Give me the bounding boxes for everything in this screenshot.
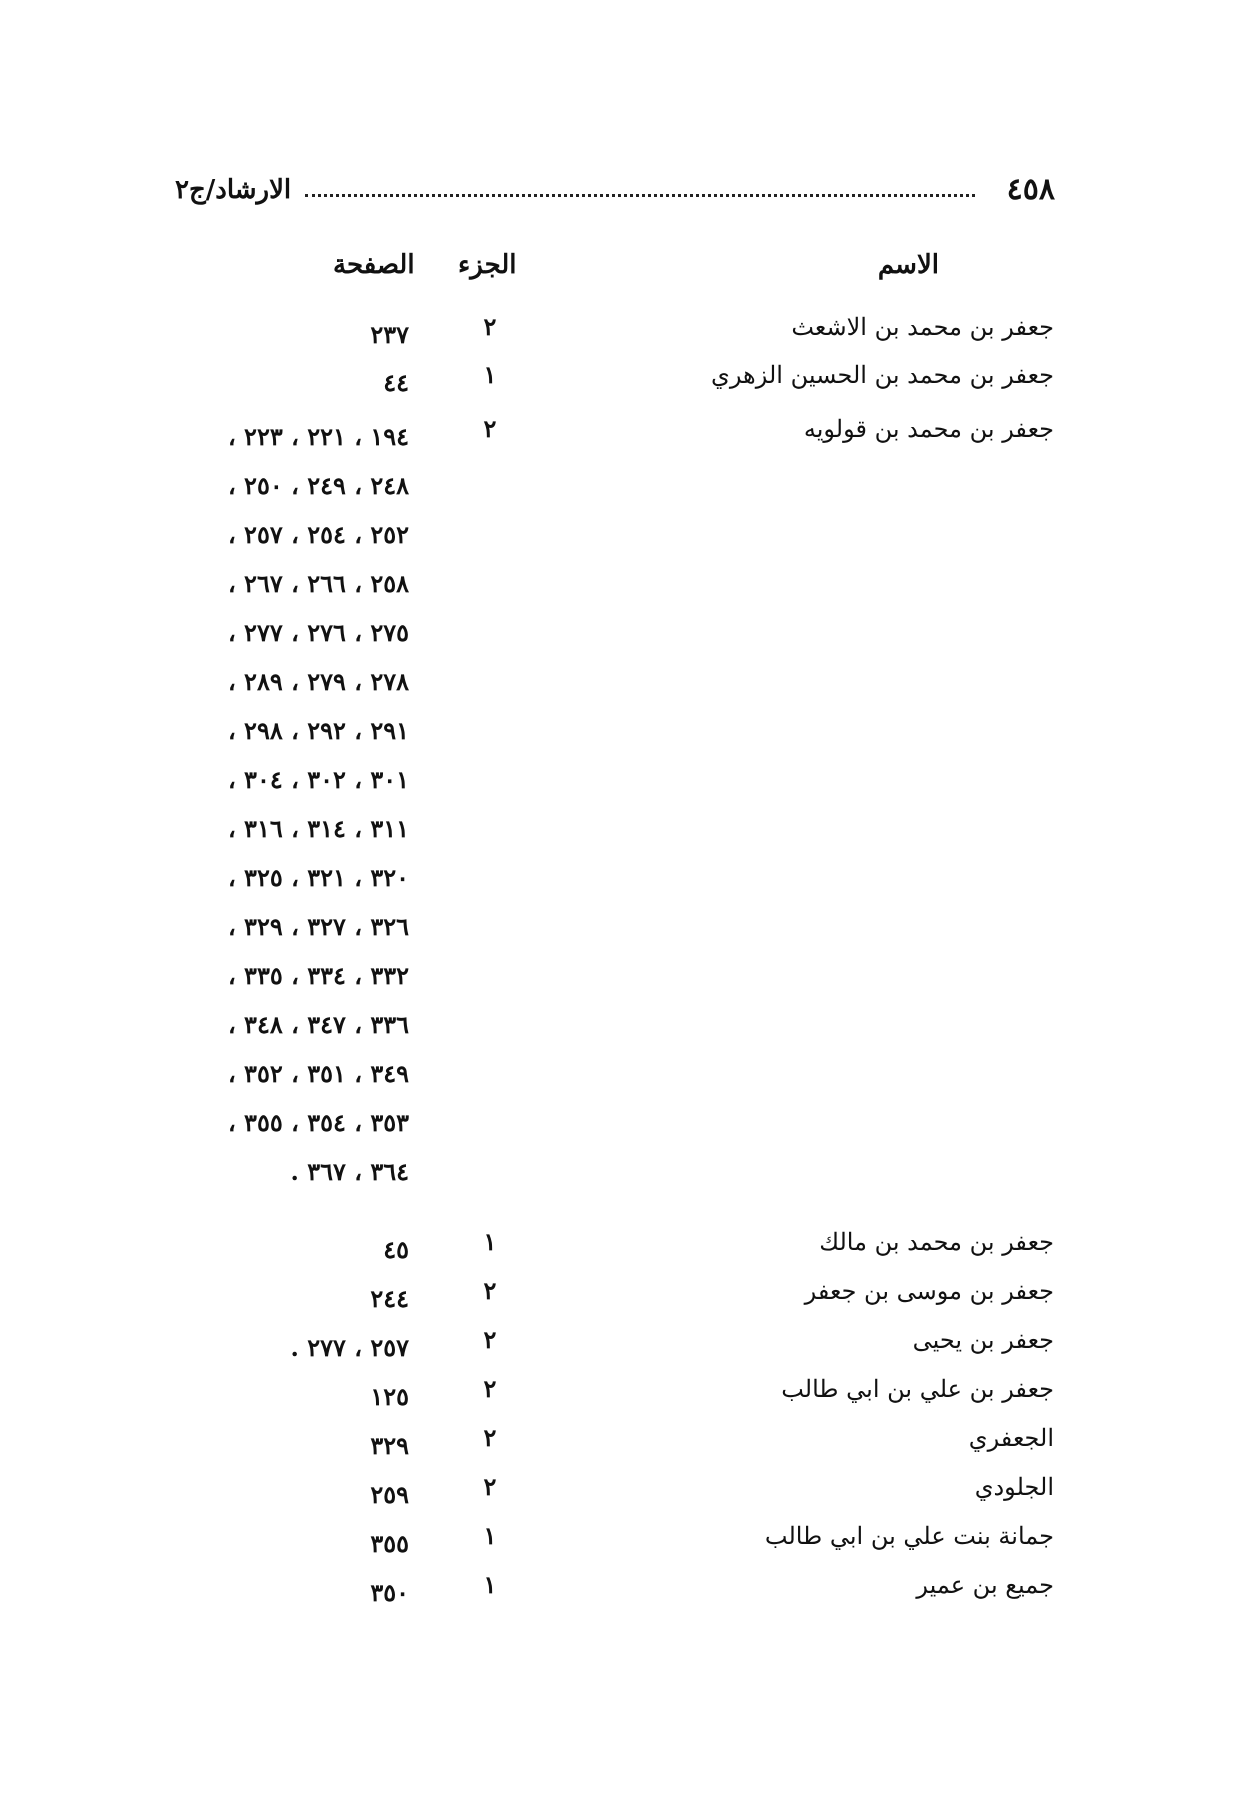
page-refs-line: ٣٥٣ ، ٣٥٤ ، ٣٥٥ ، [227, 1108, 409, 1137]
entry-name: جعفر بن محمد بن الحسين الزهري [711, 361, 1054, 389]
page-refs-line: ٢٥٢ ، ٢٥٤ ، ٢٥٧ ، [227, 520, 409, 549]
entry-part: ٢ [483, 1374, 497, 1403]
page-refs-line: ٢٤٤ [370, 1284, 409, 1313]
entry-part: ١ [483, 360, 497, 389]
page-refs-line: ٣٢٩ [370, 1431, 409, 1460]
entry-part: ٢ [483, 1276, 497, 1305]
page-refs-line: ١٢٥ [370, 1382, 409, 1411]
entry-pages [129, 310, 409, 359]
page-refs-line: ٣٢٦ ، ٣٢٧ ، ٣٢٩ ، [227, 912, 409, 941]
entry-part: ٢ [483, 1472, 497, 1501]
entry-pages [129, 1274, 409, 1323]
entry-name: جعفر بن علي بن ابي طالب [781, 1375, 1054, 1403]
page-refs-line: ١٩٤ ، ٢٢١ ، ٢٢٣ ، [227, 422, 409, 451]
page-refs-line: ٤٥ [383, 1235, 409, 1264]
entry-name: جعفر بن محمد بن الاشعث [791, 313, 1054, 341]
entry-part: ١ [483, 1570, 497, 1599]
page-refs-line: ٣١١ ، ٣١٤ ، ٣١٦ ، [227, 814, 409, 843]
page-refs-line: ٢٥٨ ، ٢٦٦ ، ٢٦٧ ، [227, 569, 409, 598]
entry-part: ٢ [483, 312, 497, 341]
entry-pages [129, 1470, 409, 1519]
page-refs-line: ٢٥٧ ، ٢٧٧ . [290, 1333, 409, 1362]
dotted-leader [305, 170, 975, 197]
page-refs-line: ٣٥٥ [370, 1529, 409, 1558]
page-refs-line: ٣٣٦ ، ٣٤٧ ، ٣٤٨ ، [227, 1010, 409, 1039]
column-header-part: الجزء [458, 250, 517, 280]
page-refs-line: ٢٧٥ ، ٢٧٦ ، ٢٧٧ ، [227, 618, 409, 647]
page-refs-line: ٣٤٩ ، ٣٥١ ، ٣٥٢ ، [227, 1059, 409, 1088]
entry-name: جعفر بن يحيى [912, 1326, 1054, 1354]
page-refs-line: ٢٤٨ ، ٢٤٩ ، ٢٥٠ ، [227, 471, 409, 500]
entry-name: جعفر بن محمد بن قولويه [803, 415, 1054, 443]
page-refs-line: ٢٧٨ ، ٢٧٩ ، ٢٨٩ ، [227, 667, 409, 696]
entry-name: جعفر بن محمد بن مالك [819, 1228, 1054, 1256]
entry-name: الجعفري [968, 1424, 1054, 1452]
entry-pages [129, 358, 409, 407]
page-refs-line: ٤٤ [383, 368, 409, 397]
column-header-name: الاسم [877, 250, 939, 280]
entry-pages [129, 1372, 409, 1421]
entry-pages [129, 1421, 409, 1470]
running-title: الارشاد/ج٢ [175, 175, 292, 205]
column-header-page: الصفحة [333, 250, 415, 280]
page-refs-line: ٣٢٠ ، ٣٢١ ، ٣٢٥ ، [227, 863, 409, 892]
entry-part: ٢ [483, 414, 497, 443]
page-refs-line: ٢٥٩ [370, 1480, 409, 1509]
entry-part: ١ [483, 1227, 497, 1256]
entry-pages [129, 412, 409, 1196]
page-refs-line: ٣٠١ ، ٣٠٢ ، ٣٠٤ ، [227, 765, 409, 794]
page-refs-line: ٣٣٢ ، ٣٣٤ ، ٣٣٥ ، [227, 961, 409, 990]
page-refs-line: ٣٦٤ ، ٣٦٧ . [290, 1157, 409, 1186]
entry-pages [129, 1568, 409, 1617]
entry-part: ٢ [483, 1423, 497, 1452]
page-number: ٤٥٨ [1006, 172, 1055, 207]
entry-name: جعفر بن موسى بن جعفر [804, 1277, 1054, 1305]
entry-pages [129, 1519, 409, 1568]
running-header [175, 170, 1055, 210]
entry-pages [129, 1323, 409, 1372]
entry-name: جميع بن عمير [916, 1571, 1054, 1599]
entry-pages [129, 1225, 409, 1274]
entry-name: الجلودي [974, 1473, 1054, 1501]
page-refs-line: ٢٩١ ، ٢٩٢ ، ٢٩٨ ، [227, 716, 409, 745]
page-refs-line: ٣٥٠ [370, 1578, 409, 1607]
entry-part: ١ [483, 1521, 497, 1550]
page-refs-line: ٢٣٧ [370, 320, 409, 349]
entry-name: جمانة بنت علي بن ابي طالب [764, 1522, 1054, 1550]
entry-part: ٢ [483, 1325, 497, 1354]
